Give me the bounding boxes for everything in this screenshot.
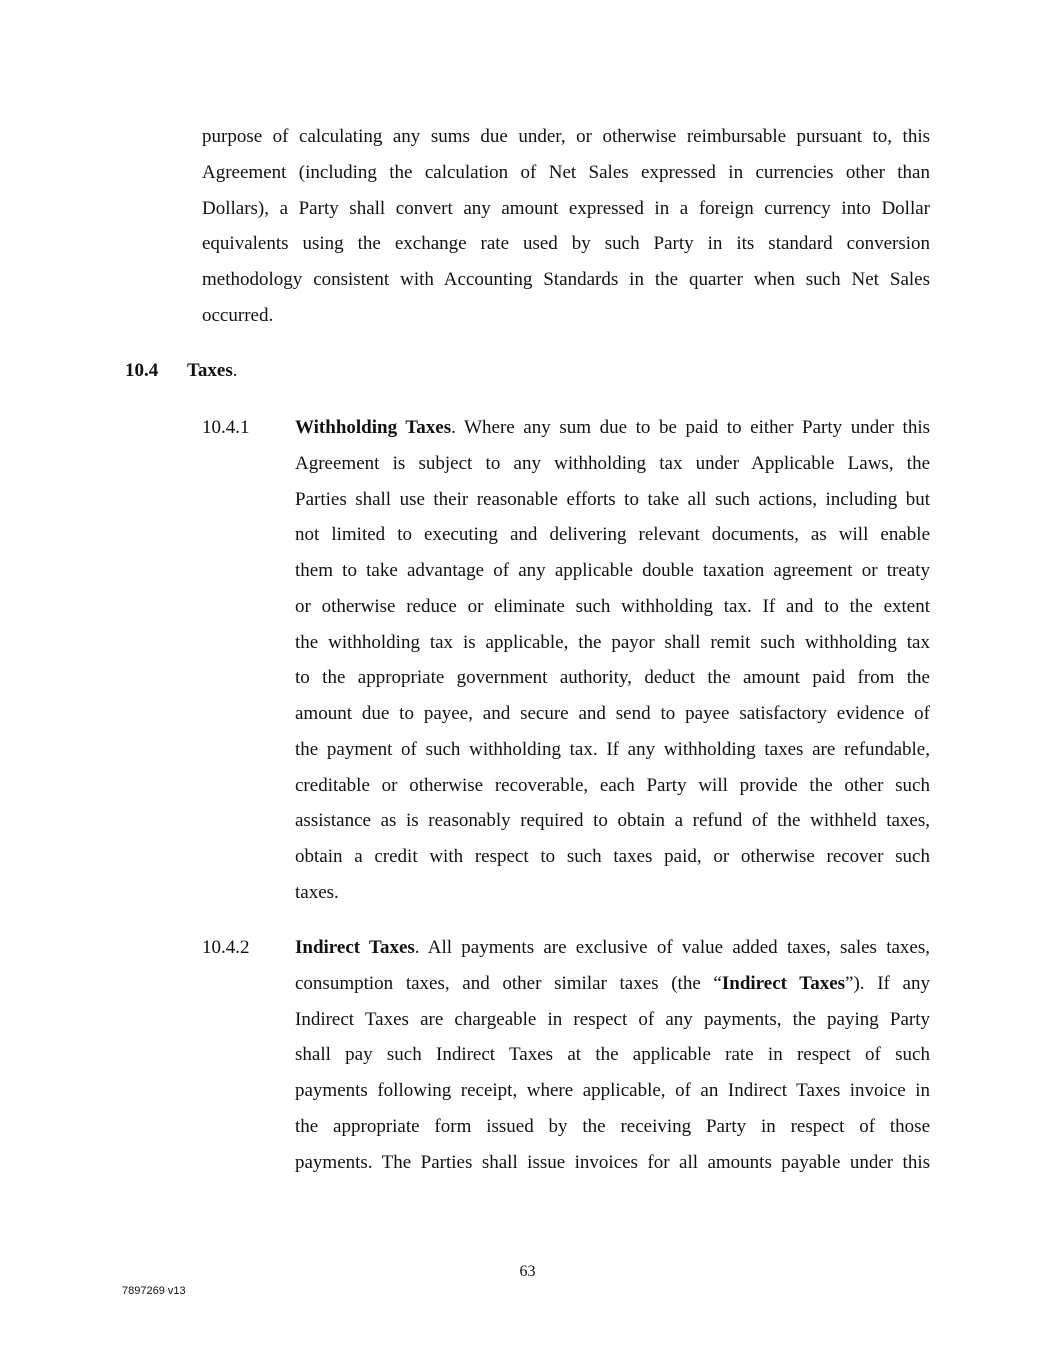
text-line — [202, 298, 930, 334]
text-run: Indirect Taxes are chargeable in respect of any payments, the paying Party — [295, 1008, 930, 1030]
text-line — [202, 119, 930, 155]
text-line — [295, 966, 930, 1002]
text-run: Parties shall use their reasonable efforts to take all such actions, including but — [295, 488, 930, 510]
text-run: the appropriate form issued by the receiving Party in respect of those — [295, 1115, 930, 1137]
text-line — [295, 732, 930, 768]
text-line — [295, 553, 930, 589]
text-line — [295, 482, 930, 518]
subsection-number: 10.4.1 — [202, 417, 250, 438]
text-run: . All payments are exclusive of value added taxes, sales taxes, — [414, 937, 930, 958]
text-line — [202, 226, 930, 262]
section-title — [187, 353, 238, 389]
text-line — [295, 660, 930, 696]
text-line — [295, 410, 930, 446]
text-run: or otherwise reduce or eliminate such withholding tax. If and to the extent — [295, 595, 930, 617]
text-run: Dollars), a Party shall convert any amount expressed in a foreign currency into Dollar — [202, 197, 930, 219]
text-run: Agreement (including the calculation of Net Sales expressed in currencies other than — [202, 161, 930, 183]
text-run: shall pay such Indirect Taxes at the applicable rate in respect of such — [295, 1044, 930, 1066]
text-run: occurred. — [202, 304, 274, 326]
text-line — [295, 625, 930, 661]
text-line — [295, 1073, 930, 1109]
text-run: to the appropriate government authority, deduct the amount paid from the — [295, 667, 930, 689]
text-line — [295, 839, 930, 875]
text-run: amount due to payee, and secure and send to payee satisfactory evidence of — [295, 703, 930, 724]
text-line — [295, 446, 930, 482]
text-run: obtain a credit with respect to such taxes paid, or otherwise recover such — [295, 846, 930, 867]
subsection-withholding-taxes — [295, 410, 930, 911]
defined-term: Withholding Taxes — [295, 417, 452, 438]
text-run: ”). If any — [845, 972, 930, 994]
text-run: taxes. — [295, 881, 339, 903]
section-title-text: Taxes — [187, 360, 233, 381]
text-line — [295, 1002, 930, 1038]
text-line — [295, 1145, 930, 1181]
text-line — [295, 696, 930, 732]
text-run: Agreement is subject to any withholding tax under Applicable Laws, the — [295, 452, 930, 474]
defined-term: Indirect Taxes — [721, 972, 846, 994]
page-number: 63 — [519, 1263, 536, 1280]
text-run: creditable or otherwise recoverable, each Party will provide the other such — [295, 774, 930, 796]
text-run: payments following receipt, where applicable, of an Indirect Taxes invoice in — [295, 1080, 930, 1101]
text-run: them to take advantage of any applicable double taxation agreement or treaty — [295, 560, 930, 581]
section-title-suffix: . — [232, 360, 238, 381]
text-run: the withholding tax is applicable, the payor shall remit such withholding tax — [295, 631, 930, 653]
text-line — [295, 1037, 930, 1073]
text-line — [202, 262, 930, 298]
text-run: methodology consistent with Accounting Standards in the quarter when such Net Sales — [202, 269, 930, 290]
subsection-indirect-taxes — [295, 930, 930, 1180]
text-run: consumption taxes, and other similar taxes (the “ — [295, 972, 722, 994]
text-line — [295, 768, 930, 804]
text-line — [295, 1109, 930, 1145]
text-run: payments. The Parties shall issue invoices for all amounts payable under this — [295, 1151, 930, 1173]
section-number: 10.4 — [125, 360, 159, 381]
text-line — [295, 517, 930, 553]
text-run: the payment of such withholding tax. If any withholding taxes are refundable, — [295, 738, 930, 760]
text-line — [295, 930, 930, 966]
text-line — [202, 191, 930, 227]
subsection-number: 10.4.2 — [202, 937, 250, 958]
document-id: 7897269 v13 — [122, 1285, 186, 1297]
text-line — [295, 803, 930, 839]
text-line — [295, 875, 930, 911]
text-line — [295, 589, 930, 625]
text-run: . Where any sum due to be paid to either Party under this — [451, 417, 930, 438]
text-run: assistance as is reasonably required to obtain a refund of the withheld taxes, — [295, 810, 930, 832]
defined-term: Indirect Taxes — [295, 937, 415, 958]
text-run: purpose of calculating any sums due under, or otherwise reimbursable pursuant to, this — [202, 126, 930, 147]
text-run: not limited to executing and delivering relevant documents, as will enable — [295, 524, 930, 546]
text-run: equivalents using the exchange rate used by such Party in its standard conversion — [202, 233, 930, 255]
text-line — [202, 155, 930, 191]
intro-paragraph — [202, 119, 930, 334]
